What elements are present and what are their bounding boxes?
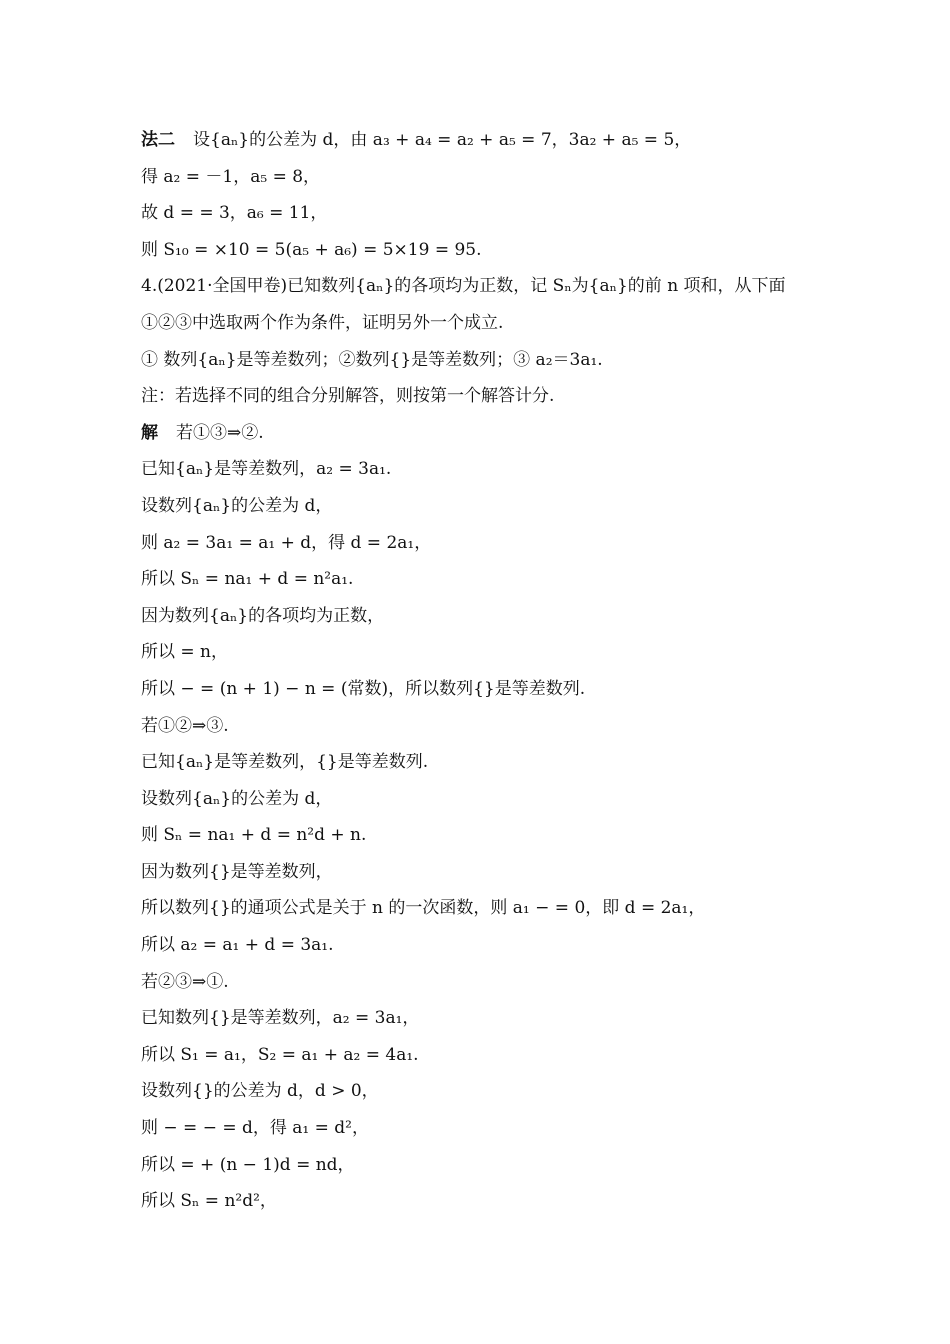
- line-text: 若①②⇒③.: [141, 715, 229, 736]
- line-text: 所以 Sₙ = na₁ + d = n²a₁.: [141, 569, 354, 590]
- text-line: [141, 415, 821, 452]
- text-line: [141, 232, 821, 269]
- line-text: 所以 Sₙ = n²d²，: [141, 1191, 277, 1212]
- line-text: 已知数列{}是等差数列，a₂ = 3a₁，: [141, 1008, 420, 1029]
- text-line: [141, 634, 821, 671]
- text-line: [141, 964, 821, 1001]
- text-line: [141, 817, 821, 854]
- line-text: 已知{aₙ}是等差数列，{}是等差数列.: [141, 752, 429, 773]
- text-line: [141, 890, 821, 927]
- text-line: [141, 708, 821, 745]
- text-line: [141, 744, 821, 781]
- text-line: [141, 488, 821, 525]
- line-text: 因为数列{aₙ}的各项均为正数，: [141, 605, 385, 626]
- line-text: 注：若选择不同的组合分别解答，则按第一个解答计分.: [141, 386, 555, 407]
- line-text: ① 数列{aₙ}是等差数列；②数列{}是等差数列；③ a₂＝3a₁.: [141, 349, 603, 370]
- line-text: 设{aₙ}的公差为 d，由 a₃ + a₄ = a₂ + a₅ = 7，3a₂ + a₅ = 5，: [193, 130, 692, 150]
- line-text: 所以 − = (n + 1) − n = (常数)，所以数列{}是等差数列.: [141, 678, 586, 699]
- line-text: 故 d = = 3，a₆ = 11，: [141, 203, 328, 224]
- solution-label: 解: [141, 422, 158, 443]
- line-text: 得 a₂ = －1，a₅ = 8，: [141, 166, 321, 187]
- method-label: 法二: [141, 130, 175, 150]
- problem-line: [141, 342, 821, 379]
- line-text: 所以数列{}的通项公式是关于 n 的一次函数，则 a₁ − = 0，即 d = 2a₁，: [141, 898, 706, 919]
- text-line: [141, 451, 821, 488]
- solution-text: [141, 122, 821, 1220]
- line-text: 则 S₁₀ = ×10 = 5(a₅ + a₆) = 5×19 = 95.: [141, 239, 482, 260]
- problem-line: [141, 268, 821, 305]
- line-text: 4.(2021·全国甲卷)已知数列{aₙ}的各项均为正数，记 Sₙ为{aₙ}的前 n 项和，从下面: [141, 276, 786, 297]
- text-line: [141, 122, 821, 159]
- line-text: 则 a₂ = 3a₁ = a₁ + d，得 d = 2a₁，: [141, 532, 432, 553]
- text-line: [141, 854, 821, 891]
- line-text: 已知{aₙ}是等差数列，a₂ = 3a₁.: [141, 459, 392, 480]
- line-text: 所以 a₂ = a₁ + d = 3a₁.: [141, 935, 334, 956]
- line-text: 则 Sₙ = na₁ + d = n²d + n.: [141, 825, 367, 846]
- line-text: 若②③⇒①.: [141, 971, 229, 992]
- line-text: 则 − = − = d，得 a₁ = d²，: [141, 1118, 369, 1139]
- text-line: [141, 927, 821, 964]
- text-line: [141, 1147, 821, 1184]
- line-text: 所以 S₁ = a₁，S₂ = a₁ + a₂ = 4a₁.: [141, 1044, 419, 1065]
- line-text: 设数列{}的公差为 d，d > 0，: [141, 1081, 379, 1102]
- text-line: [141, 195, 821, 232]
- text-line: [141, 159, 821, 196]
- problem-line: [141, 305, 821, 342]
- text-line: [141, 1073, 821, 1110]
- line-text: ①②③中选取两个作为条件，证明另外一个成立.: [141, 312, 504, 333]
- line-text: 所以 = + (n − 1)d = nd，: [141, 1154, 355, 1175]
- text-line: [141, 525, 821, 562]
- text-line: [141, 1037, 821, 1074]
- line-text: 因为数列{}是等差数列，: [141, 861, 333, 882]
- text-line: [141, 1000, 821, 1037]
- line-text: 若①③⇒②.: [176, 422, 264, 443]
- text-line: [141, 1110, 821, 1147]
- line-text: 所以 = n，: [141, 642, 229, 663]
- text-line: [141, 781, 821, 818]
- note-line: [141, 378, 821, 415]
- text-line: [141, 561, 821, 598]
- line-text: 设数列{aₙ}的公差为 d，: [141, 495, 333, 516]
- text-line: [141, 598, 821, 635]
- text-line: [141, 671, 821, 708]
- line-text: 设数列{aₙ}的公差为 d，: [141, 788, 333, 809]
- text-line: [141, 1183, 821, 1220]
